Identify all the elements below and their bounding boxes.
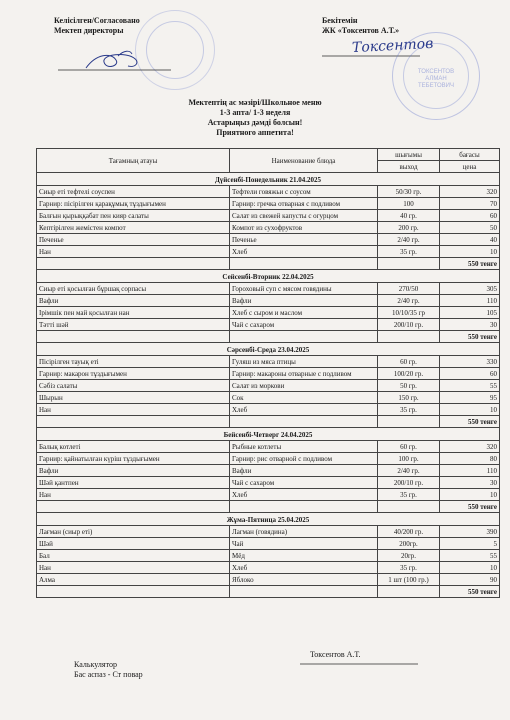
dish-output: 200гр. [378,538,440,550]
empty-cell [378,586,440,598]
dish-output: 100/20 гр. [378,368,440,380]
menu-row [37,198,500,210]
dish-ru: Вафли [230,465,378,477]
menu-row [37,489,500,501]
dish-price: 95 [440,392,500,404]
day-total-row [37,501,500,513]
dish-kz: Нан [37,562,230,574]
director-signature [56,48,176,78]
menu-row [37,234,500,246]
menu-row [37,380,500,392]
dish-kz: Нан [37,246,230,258]
dish-price: 10 [440,404,500,416]
agreed-label: Келісілген/Согласовано [54,16,140,25]
dish-ru: Мёд [230,550,378,562]
menu-row [37,538,500,550]
menu-row [37,550,500,562]
dish-price: 55 [440,380,500,392]
dish-output: 2/40 гр. [378,234,440,246]
day-total: 550 тенге [440,501,500,513]
dish-ru: Гарнир: гречка отварная с подливом [230,198,378,210]
dish-price: 390 [440,526,500,538]
dish-ru: Чай [230,538,378,550]
menu-row [37,295,500,307]
col-header-price-ru: цена [440,161,500,173]
dish-price: 40 [440,234,500,246]
dish-price: 70 [440,198,500,210]
col-header-ru: Наименование блюда [230,149,378,173]
dish-kz: Нан [37,404,230,416]
menu-table [36,148,500,598]
day-header-row [37,428,500,441]
dish-output: 60 гр. [378,441,440,453]
dish-output: 150 гр. [378,392,440,404]
dish-kz: Алма [37,574,230,586]
dish-ru: Чай с сахаром [230,477,378,489]
day-total-row [37,416,500,428]
dish-output: 200/10 гр. [378,319,440,331]
dish-kz: Сиыр еті қосылған бұршақ сорпасы [37,283,230,295]
empty-cell [378,258,440,270]
empty-cell [378,416,440,428]
day-total-row [37,258,500,270]
dish-kz: Гарнир: макарон тұздығымен [37,368,230,380]
dish-kz: Печенье [37,234,230,246]
dish-output: 2/40 гр. [378,295,440,307]
empty-cell [37,331,230,343]
dish-price: 90 [440,574,500,586]
approver-signature: Токсентов [351,35,434,57]
dish-kz: Тәтті шәй [37,319,230,331]
dish-kz: Шәй қантпен [37,477,230,489]
dish-kz: Сәбіз салаты [37,380,230,392]
dish-output: 10/10/35 гр [378,307,440,319]
dish-kz: Нан [37,489,230,501]
dish-price: 320 [440,186,500,198]
empty-cell [230,331,378,343]
dish-price: 55 [440,550,500,562]
dish-output: 35 гр. [378,489,440,501]
menu-row [37,210,500,222]
dish-output: 200 гр. [378,222,440,234]
dish-ru: Гороховый суп с мясом говядины [230,283,378,295]
day-total-row [37,331,500,343]
empty-cell [37,586,230,598]
dish-ru: Рыбные котлеты [230,441,378,453]
dish-ru: Хлеб [230,489,378,501]
dish-output: 50/30 гр. [378,186,440,198]
col-header-price-kz: бағасы [440,149,500,161]
day-total: 550 тенге [440,331,500,343]
day-header-row [37,343,500,356]
menu-row [37,574,500,586]
day-title: Жұма-Пятница 25.04.2025 [37,513,500,526]
menu-row [37,356,500,368]
dish-ru: Гуляш из мяса птицы [230,356,378,368]
col-header-output-ru: выход [378,161,440,173]
day-header-row [37,173,500,186]
dish-output: 270/50 [378,283,440,295]
dish-kz: Пісірілген тауық еті [37,356,230,368]
dish-kz: Сиыр еті тефтелі соуспен [37,186,230,198]
dish-price: 80 [440,453,500,465]
dish-ru: Салат из свежей капусты с огурцом [230,210,378,222]
menu-row [37,246,500,258]
dish-ru: Хлеб [230,562,378,574]
dish-kz: Шәй [37,538,230,550]
menu-row [37,404,500,416]
day-total: 550 тенге [440,258,500,270]
dish-ru: Гарнир: макароны отварные с подливом [230,368,378,380]
menu-row [37,465,500,477]
dish-ru: Яблоко [230,574,378,586]
dish-output: 1 шт (100 гр.) [378,574,440,586]
dish-price: 5 [440,538,500,550]
dish-kz: Лағман (сиыр еті) [37,526,230,538]
dish-output: 35 гр. [378,246,440,258]
right-stamp: ТОКСЕНТОВ АЛМАН ТЕБЕТОВИЧ [392,32,480,120]
dish-ru: Вафли [230,295,378,307]
dish-ru: Тефтели говяжьи с соусом [230,186,378,198]
dish-price: 10 [440,562,500,574]
empty-cell [230,416,378,428]
dish-kz: Шырын [37,392,230,404]
day-header-row [37,270,500,283]
menu-row [37,562,500,574]
dish-kz: Гарнир: пісірілген қарақұмық тұздығымен [37,198,230,210]
dish-price: 30 [440,319,500,331]
approve-label: Бекітемін [322,16,358,25]
dish-kz: Балық котлеті [37,441,230,453]
empty-cell [230,258,378,270]
menu-row [37,392,500,404]
menu-row [37,307,500,319]
dish-price: 60 [440,210,500,222]
dish-output: 20гр. [378,550,440,562]
dish-ru: Печенье [230,234,378,246]
menu-row [37,319,500,331]
dish-kz: Бал [37,550,230,562]
dish-output: 100 [378,198,440,210]
dish-ru: Хлеб [230,404,378,416]
menu-week: 1-3 апта/ 1-3 неделя [219,108,291,117]
menu-row [37,441,500,453]
dish-output: 100 гр. [378,453,440,465]
day-title: Дүйсенбі-Понедельник 21.04.2025 [37,173,500,186]
dish-price: 10 [440,246,500,258]
day-title: Сейсенбі-Вторник 22.04.2025 [37,270,500,283]
menu-row [37,526,500,538]
col-header-kz: Тағамның атауы [37,149,230,173]
day-title: Сәрсенбі-Среда 23.04.2025 [37,343,500,356]
dish-ru: Салат из моркови [230,380,378,392]
approver-name: Токсентов А.Т. [310,650,361,659]
col-header-output-kz: шығымы [378,149,440,161]
menu-row [37,368,500,380]
dish-price: 105 [440,307,500,319]
dish-ru: Хлеб [230,246,378,258]
day-header-row [37,513,500,526]
dish-price: 320 [440,441,500,453]
dish-ru: Лагман (говядина) [230,526,378,538]
approver-name-line [300,662,420,666]
menu-row [37,477,500,489]
dish-price: 60 [440,368,500,380]
dish-kz: Балғын қырыққабат пен кияр салаты [37,210,230,222]
day-title: Бейсенбі-Четверг 24.04.2025 [37,428,500,441]
menu-title: Мектептің ас мәзірі/Школьное меню [188,98,322,107]
dish-kz: Гарнир: қайнатылған күріш тұздығымен [37,453,230,465]
dish-output: 35 гр. [378,404,440,416]
menu-row [37,283,500,295]
dish-output: 200/10 гр. [378,477,440,489]
empty-cell [37,416,230,428]
dish-price: 110 [440,295,500,307]
dish-output: 2/40 гр. [378,465,440,477]
menu-row [37,222,500,234]
empty-cell [37,258,230,270]
dish-ru: Хлеб с сыром и маслом [230,307,378,319]
dish-price: 330 [440,356,500,368]
dish-price: 10 [440,489,500,501]
dish-output: 60 гр. [378,356,440,368]
dish-price: 110 [440,465,500,477]
menu-wish-ru: Приятного аппетита! [216,128,294,137]
menu-row [37,186,500,198]
dish-output: 50 гр. [378,380,440,392]
dish-ru: Компот из сухофруктов [230,222,378,234]
dish-ru: Сок [230,392,378,404]
entrepreneur-label: ЖК «Токсентов А.Т.» [322,26,400,35]
director-label: Мектеп директоры [54,26,124,35]
dish-kz: Ірімшік пен май қосылған нан [37,307,230,319]
empty-cell [37,501,230,513]
day-total-row [37,586,500,598]
dish-price: 305 [440,283,500,295]
dish-kz: Вафли [37,295,230,307]
menu-wish-kz: Астарыңыз дәмді болсын! [207,118,303,127]
calculator-label: Калькулятор [74,660,117,669]
chef-label: Бас аспаз - Ст повар [74,670,143,679]
dish-price: 50 [440,222,500,234]
empty-cell [378,501,440,513]
dish-output: 35 гр. [378,562,440,574]
dish-ru: Гарнир: рис отварной с подливом [230,453,378,465]
menu-row [37,453,500,465]
empty-cell [230,586,378,598]
empty-cell [378,331,440,343]
dish-ru: Чай с сахаром [230,319,378,331]
dish-output: 40/200 гр. [378,526,440,538]
dish-output: 40 гр. [378,210,440,222]
dish-kz: Кептірілген жемістен компот [37,222,230,234]
empty-cell [230,501,378,513]
dish-kz: Вафли [37,465,230,477]
day-total: 550 тенге [440,416,500,428]
day-total: 550 тенге [440,586,500,598]
dish-price: 30 [440,477,500,489]
